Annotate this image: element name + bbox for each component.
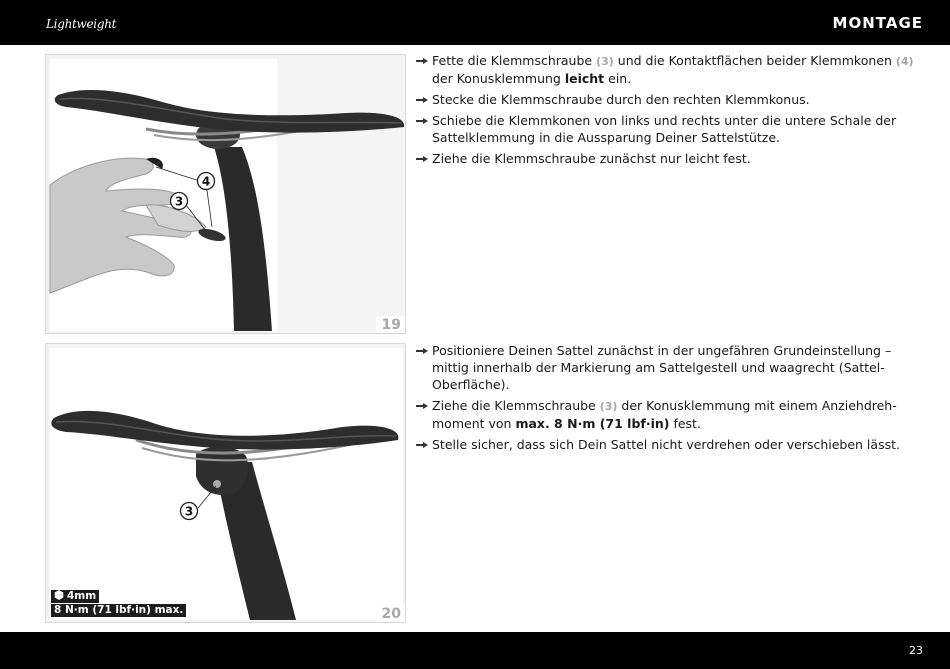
instruction-item: Stecke die Klemmschraube durch den rechten Klemmkonus. xyxy=(416,91,916,108)
pointing-hand-icon xyxy=(416,441,428,449)
instruction-item: Fette die Klemmschraube (3) und die Kontaktflächen beider Klemmkonen (4) der Konusklemmung leicht ein. xyxy=(416,52,916,87)
tool-spec xyxy=(51,590,99,603)
pointing-hand-icon xyxy=(416,57,428,65)
instructions-step-2 xyxy=(416,342,916,457)
pointing-hand-icon xyxy=(416,402,428,410)
instruction-item: Positioniere Deinen Sattel zunächst in der ungefähren Grundeinstellung – mittig innerhalb der Markierung am Sattelgestell und waagrecht (Sattel-Oberfläche). xyxy=(416,342,916,393)
figure-20 xyxy=(45,343,406,623)
hex-key-icon xyxy=(54,590,64,600)
tool-size: 4mm xyxy=(67,590,97,602)
callout-4-label: 4 xyxy=(201,174,211,189)
callout-3-label: 3 xyxy=(174,194,184,209)
instruction-item: Schiebe die Klemmkonen von links und rechts unter die untere Schale der Sattelklemmung in die Aussparung Deiner Sattelstütze. xyxy=(416,112,916,146)
part-reference: (3) xyxy=(599,400,618,413)
saddle-adjustment-illustration xyxy=(46,344,406,623)
torque-spec: 8 N·m (71 lbf·in) max. xyxy=(51,604,186,617)
section-title: MONTAGE xyxy=(832,14,923,32)
pointing-hand-icon xyxy=(416,347,428,355)
instruction-item: Stelle sicher, dass sich Dein Sattel nicht verdrehen oder verschieben lässt. xyxy=(416,436,916,453)
part-reference: (3) xyxy=(596,55,614,68)
header-bar xyxy=(0,0,950,45)
figure-19 xyxy=(45,54,406,334)
part-reference: (4) xyxy=(895,55,914,68)
page-number: 23 xyxy=(909,644,923,657)
figure-number: 20 xyxy=(376,605,405,622)
instructions-step-1 xyxy=(416,52,916,171)
pointing-hand-icon xyxy=(416,155,428,163)
brand-logo: Lightweight xyxy=(46,17,117,31)
instruction-item: Ziehe die Klemmschraube zunächst nur leicht fest. xyxy=(416,150,916,167)
pointing-hand-icon xyxy=(416,117,428,125)
instruction-item: Ziehe die Klemmschraube (3) der Konusklemmung mit einem Anziehdreh-moment von max. 8 N·m (71 lbf·in) fest. xyxy=(416,397,916,432)
callout-3-label: 3 xyxy=(184,504,194,519)
pointing-hand-icon xyxy=(416,96,428,104)
saddle-mounting-illustration xyxy=(46,55,406,334)
figure-number: 19 xyxy=(376,316,405,333)
footer-bar xyxy=(0,632,950,669)
